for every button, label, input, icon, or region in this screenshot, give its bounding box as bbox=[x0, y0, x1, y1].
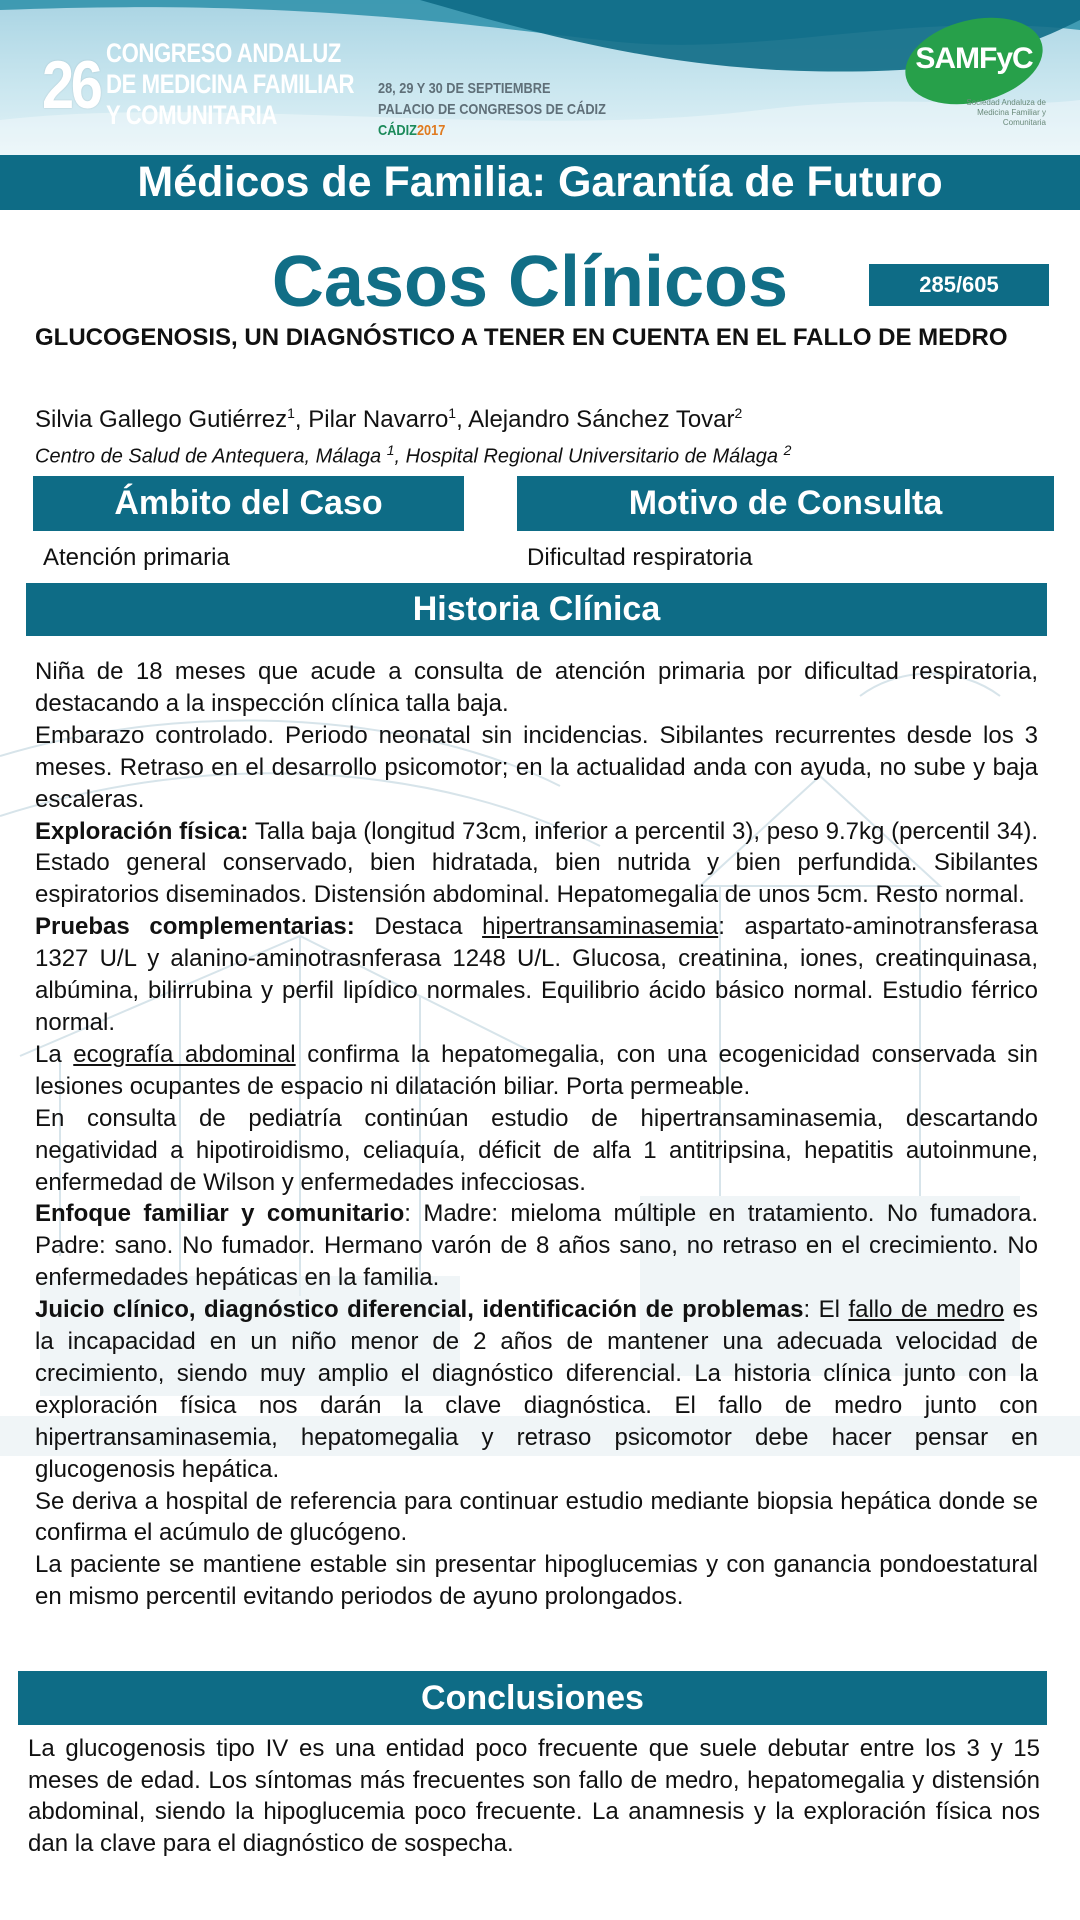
author-name: Alejandro Sánchez Tovar bbox=[468, 406, 735, 433]
author-name-index: 1 bbox=[287, 405, 295, 421]
congress-name-line: Y COMUNITARIA bbox=[105, 100, 277, 130]
historia-paragraph bbox=[35, 656, 1038, 720]
historia-paragraph bbox=[35, 911, 1038, 1039]
historia-paragraph bbox=[35, 1039, 1038, 1103]
text-run: : El bbox=[803, 1296, 849, 1324]
text-run: La bbox=[35, 1040, 74, 1068]
event-city-year bbox=[378, 120, 606, 141]
list-separator: , bbox=[456, 406, 469, 433]
event-venue: PALACIO DE CONGRESOS DE CÁDIZ bbox=[378, 101, 606, 118]
case-code-badge: 285/605 bbox=[869, 264, 1049, 306]
conclusiones-text: La glucogenosis tipo IV es una entidad poco frecuente que suele debutar entre los 3 y 15 meses de edad. Los síntomas más frecuentes son fallo de medro, hepatomegalia y distensión abdominal, siendo la hipoglucemia poco frecuente. La anamnesis y la exploración física nos dan la clave para el diagnóstico de sospecha. bbox=[28, 1735, 1040, 1857]
text-run: Talla baja (longitud 73cm, inferior a percentil 3), peso 9.7kg (percentil 34). Estado general conservado, bien hidratada, bien nutrida y bien perfundida. Sibilantes espiratorios diseminados. Distensión abdominal. Hepatomegalia de unos 5cm. Resto normal. bbox=[35, 817, 1038, 909]
underlined-term: ecografía abdominal bbox=[73, 1040, 296, 1068]
affiliation-name: Hospital Regional Universitario de Málaga bbox=[405, 445, 784, 468]
historia-paragraph bbox=[35, 816, 1038, 912]
edition-number: 26 bbox=[42, 46, 100, 123]
event-info bbox=[378, 78, 606, 141]
text-run: : aspartato-aminotransferasa 1327 U/L y alanino-aminotrasnferasa 1248 U/L. Glucosa, creatinina, iones, creatinquinasa, albúmina, bilirrubina y perfil lipídico normales. Equilibrio ácido básico normal. Estudio férrico normal. bbox=[35, 913, 1038, 1036]
section-title: Casos Clínicos bbox=[271, 242, 789, 322]
congress-name-line: CONGRESO ANDALUZ bbox=[105, 38, 341, 68]
historia-paragraph bbox=[35, 1198, 1038, 1294]
text-run: Destaca bbox=[354, 913, 483, 941]
text-run: : Madre: mieloma múltiple en tratamiento. No fumadora. Padre: sano. No fumador. Hermano varón de 8 años sano, no retraso en el crecimiento. No enfermedades hepáticas en la familia. bbox=[35, 1200, 1038, 1292]
historia-paragraph bbox=[35, 1486, 1038, 1550]
historia-paragraph bbox=[35, 1294, 1038, 1485]
event-dates: 28, 29 Y 30 DE SEPTIEMBRE bbox=[378, 80, 551, 97]
historia-paragraph bbox=[35, 1549, 1038, 1613]
ambito-header: Ámbito del Caso bbox=[33, 476, 464, 531]
logo-subtext: Sociedad Andaluza de Medicina Familiar y Comunitaria bbox=[966, 98, 1046, 127]
bold-label: Juicio clínico, diagnóstico diferencial, identificación de problemas bbox=[35, 1296, 804, 1324]
underlined-term: fallo de medro bbox=[848, 1296, 1005, 1324]
affiliation-name-index: 2 bbox=[783, 442, 792, 458]
historia-text bbox=[35, 656, 1038, 1613]
list-separator: , bbox=[394, 445, 406, 468]
header-banner bbox=[0, 0, 1080, 155]
text-run: confirma la hepatomegalia, con una ecogenicidad conservada sin lesiones ocupantes de espacio ni dilatación biliar. Porta permeable. bbox=[35, 1040, 1038, 1100]
author-name: Pilar Navarro bbox=[308, 406, 449, 433]
motivo-header: Motivo de Consulta bbox=[517, 476, 1054, 531]
text-run: Se deriva a hospital de referencia para continuar estudio mediante biopsia hepática donde se confirma el acúmulo de glucógeno. bbox=[35, 1487, 1038, 1547]
congress-name-line: DE MEDICINA FAMILIAR bbox=[105, 69, 354, 99]
affiliation-name: Centro de Salud de Antequera, Málaga bbox=[35, 445, 387, 468]
affiliation-list bbox=[35, 436, 791, 471]
text-run: Niña de 18 meses que acude a consulta de atención primaria por dificultad respiratoria, destacando a la inspección clínica talla baja. bbox=[35, 658, 1038, 717]
historia-header: Historia Clínica bbox=[26, 583, 1047, 636]
bold-label: Pruebas complementarias: bbox=[35, 913, 355, 941]
text-run: La paciente se mantiene estable sin presentar hipoglucemias y con ganancia pondoestatural en mismo percentil evitando periodos de ayuno prolongados. bbox=[35, 1551, 1038, 1611]
congress-brand bbox=[42, 38, 408, 131]
affiliation-name-index: 1 bbox=[386, 442, 395, 458]
bold-label: Enfoque familiar y comunitario bbox=[35, 1200, 405, 1228]
motivo-value: Dificultad respiratoria bbox=[527, 544, 753, 571]
author-name-index: 1 bbox=[448, 405, 457, 421]
bold-label: Exploración física: bbox=[35, 817, 249, 845]
list-separator: , bbox=[294, 406, 309, 433]
event-year: 2017 bbox=[416, 122, 446, 139]
logo-text: SAMFyC bbox=[915, 42, 1033, 75]
conclusiones-header: Conclusiones bbox=[18, 1671, 1047, 1725]
samfyc-logo bbox=[904, 20, 1044, 138]
ambito-value: Atención primaria bbox=[43, 544, 230, 571]
text-run: Embarazo controlado. Periodo neonatal sin incidencias. Sibilantes recurrentes desde los 3 meses. Retraso en el desarrollo psicomotor; en la actualidad anda con ayuda, no sube y baja escaleras. bbox=[35, 721, 1038, 813]
text-run: es la incapacidad en un niño menor de 2 años de mantener una adecuada velocidad de crecimiento, siendo muy amplio el diagnóstico diferencial. La historia clínica junto con la exploración física nos darán la clave diagnóstica. El fallo de medro junto con hipertransaminasemia, hepatomegalia y retraso psicomotor debe hacer pensar en glucogenosis hepática. bbox=[35, 1296, 1039, 1483]
slogan-bar: Médicos de Familia: Garantía de Futuro bbox=[0, 155, 1080, 210]
underlined-term: hipertransaminasemia bbox=[482, 913, 719, 941]
author-name: Silvia Gallego Gutiérrez bbox=[35, 406, 288, 433]
historia-paragraph bbox=[35, 720, 1038, 816]
event-city: CÁDIZ bbox=[378, 122, 417, 139]
historia-paragraph bbox=[35, 1103, 1038, 1199]
author-name-index: 2 bbox=[734, 405, 743, 421]
case-title: GLUCOGENOSIS, UN DIAGNÓSTICO A TENER EN CUENTA EN EL FALLO DE MEDRO bbox=[35, 324, 1008, 351]
historia-section bbox=[0, 636, 1080, 1666]
author-list bbox=[35, 398, 742, 435]
congress-name bbox=[106, 38, 409, 131]
text-run: En consulta de pediatría continúan estudio de hipertransaminasemia, descartando negatividad a hipotiroidismo, celiaquía, déficit de alfa 1 antitripsina, hepatitis autoinmune, enfermedad de Wilson y enfermedades infecciosas. bbox=[35, 1104, 1038, 1196]
